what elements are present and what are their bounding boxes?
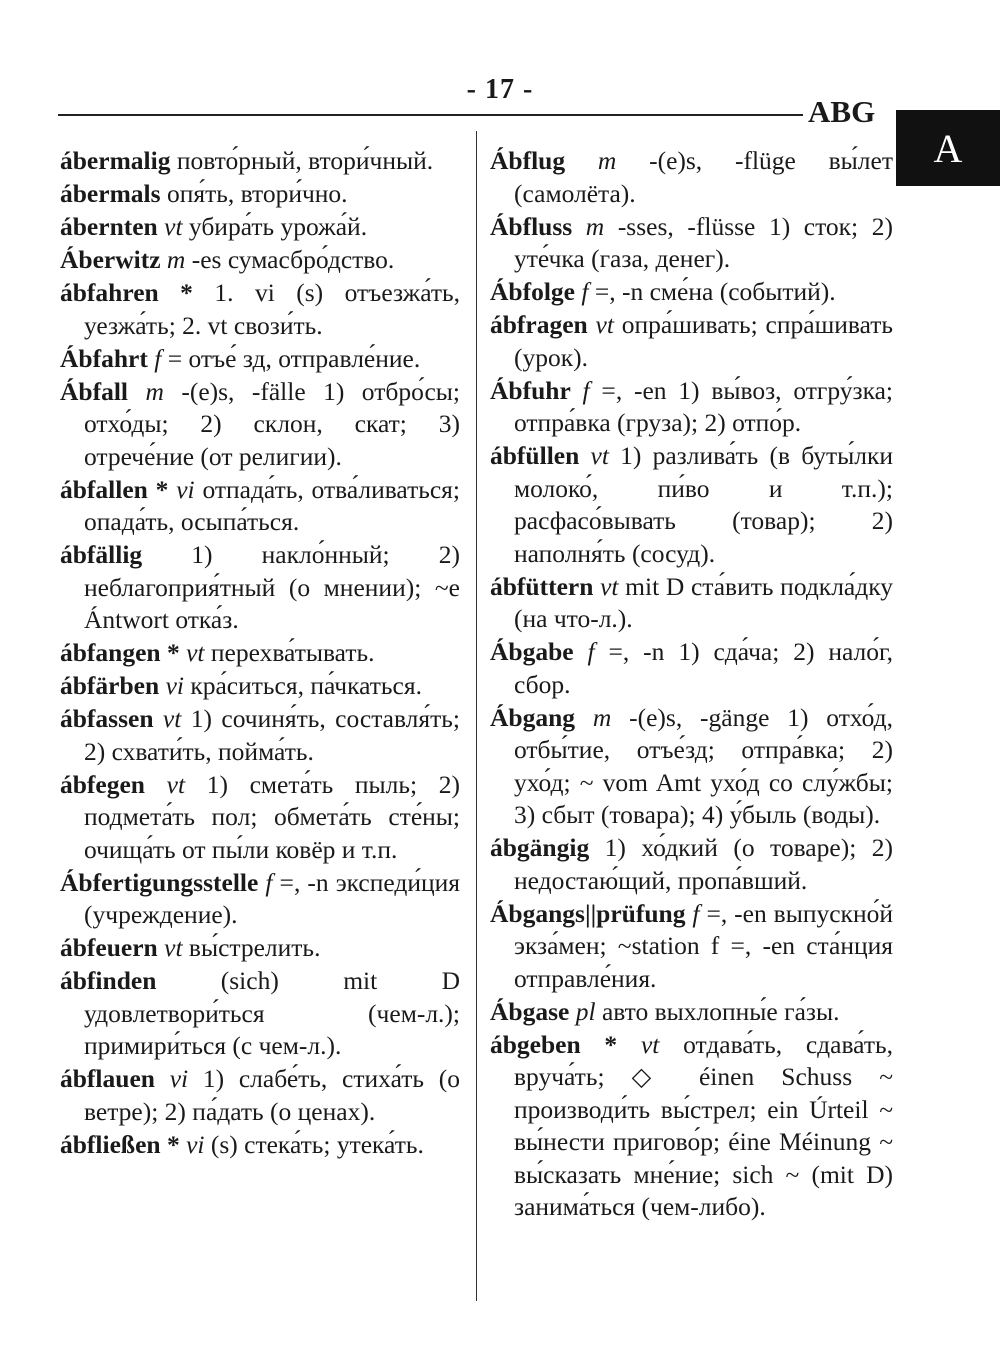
- entry-headword: ábgängig: [490, 833, 590, 862]
- entry-definition: -(e)s, -fälle 1) отбро́сы; отхо́ды; 2) склон, скат; 3) отрече́ние (от религии).: [84, 376, 461, 471]
- entry-headword: ábermalig: [60, 146, 171, 175]
- entry-headword: Áberwitz: [60, 245, 161, 274]
- entry-grammar: vt: [593, 571, 619, 601]
- thumb-index-tab: [896, 110, 1000, 186]
- dictionary-entry: [490, 211, 893, 276]
- dictionary-entry: [490, 145, 893, 210]
- dictionary-entry: [490, 1029, 893, 1224]
- entry-definition: =, -n сме́на (событий).: [588, 277, 836, 306]
- entry-headword: ábfüttern: [490, 571, 594, 601]
- entry-headword: Ábgangs||prüfung: [490, 898, 686, 928]
- entry-definition: = отъе́ зд, отправле́ние.: [161, 343, 421, 373]
- entry-headword: ábfällig: [60, 540, 143, 569]
- entry-definition: mit D ста́вить подкла́дку (на что-л.).: [514, 571, 893, 633]
- entry-grammar: m: [572, 211, 605, 241]
- dictionary-entry: [60, 539, 460, 637]
- dictionary-entry: [490, 276, 893, 309]
- entry-definition: -(e)s, -flüge вы́лет (самолёта).: [514, 146, 893, 208]
- dictionary-entry: [490, 440, 893, 570]
- running-head: ABG: [808, 94, 876, 129]
- entry-headword: ábgeben *: [490, 1029, 618, 1059]
- entry-grammar: vt: [179, 638, 205, 667]
- entry-grammar: m: [160, 245, 186, 274]
- entry-grammar: vt: [579, 441, 609, 470]
- entry-grammar: f: [258, 867, 273, 897]
- entry-headword: Ábflug: [490, 146, 566, 175]
- dictionary-entry: [490, 309, 893, 374]
- entry-grammar: f: [570, 375, 590, 405]
- left-column: [60, 145, 460, 1162]
- dictionary-entry: [60, 1063, 460, 1128]
- thumb-index-letter: A: [933, 125, 963, 171]
- page-number: - 17 -: [466, 74, 534, 105]
- dictionary-entry: [60, 637, 460, 670]
- dictionary-entry: [60, 867, 460, 932]
- entry-headword: ábernten: [60, 212, 158, 241]
- entry-grammar: f: [575, 277, 589, 306]
- entry-grammar: vt: [587, 310, 614, 339]
- entry-headword: ábfangen *: [60, 638, 180, 667]
- entry-grammar: vt: [153, 704, 182, 733]
- entry-grammar: pl: [569, 996, 596, 1026]
- entry-headword: Ábgase: [490, 996, 570, 1026]
- entry-definition: перехва́тывать.: [204, 638, 375, 667]
- entry-headword: Ábfuhr: [490, 375, 571, 405]
- entry-definition: отпада́ть, отва́ливаться; опада́ть, осыпа́ться.: [84, 474, 460, 536]
- entry-definition: опра́шивать; спра́шивать (урок).: [514, 310, 894, 372]
- entry-definition: 1) хо́дкий (о товаре); 2) недостаю́щий, пропа́вший.: [514, 833, 893, 895]
- dictionary-entry: [60, 211, 460, 244]
- entry-headword: ábfassen: [60, 704, 154, 733]
- entry-grammar: vt: [145, 769, 186, 799]
- dictionary-entry: [60, 343, 460, 376]
- entry-headword: ábfinden: [60, 966, 157, 995]
- entry-grammar: vi: [159, 671, 184, 700]
- entry-grammar: vi: [154, 1064, 189, 1093]
- dictionary-entry: [60, 178, 460, 211]
- entry-headword: ábflauen: [60, 1064, 155, 1093]
- entry-grammar: m: [128, 376, 164, 406]
- entry-definition: 1) смета́ть пыль; 2) подмета́ть пол; обмета́ть сте́ны; очища́ть от пы́ли ковёр и т.п.: [84, 769, 460, 864]
- dictionary-entry: [490, 832, 893, 897]
- entry-definition: кра́ситься, па́чкаться.: [183, 671, 422, 700]
- dictionary-entry: [60, 1129, 460, 1162]
- entry-grammar: vi: [179, 1129, 205, 1159]
- dictionary-entry: [490, 702, 893, 832]
- entry-headword: ábfärben: [60, 671, 160, 700]
- entry-definition: =, -n экспеди́ция (учреждение).: [84, 867, 460, 929]
- dictionary-entry: [60, 277, 460, 342]
- entry-definition: опя́ть, втори́чно.: [160, 179, 348, 208]
- entry-definition: 1) слабе́ть, стиха́ть (о ветре); 2) па́дать (о ценах).: [84, 1064, 460, 1126]
- entry-definition: авто выхлопны́е га́зы.: [595, 996, 840, 1026]
- entry-headword: ábfallen *: [60, 474, 169, 504]
- entry-grammar: f: [147, 343, 162, 373]
- entry-definition: отдава́ть, сдава́ть, вруча́ть; ◇ éinen Schuss ~ производи́ть вы́стрел; ein Úrteil ~ вы́нести пригово́р; éine Méinung ~ вы́сказать мне́ние; sich ~ (mit D) занима́ться (чем-либо).: [514, 1029, 893, 1221]
- entry-definition: 1) сочиня́ть, составля́ть; 2) схвати́ть, пойма́ть.: [84, 704, 460, 766]
- dictionary-entry: [490, 898, 893, 996]
- entry-grammar: m: [565, 146, 617, 175]
- entry-grammar: vt: [157, 933, 183, 962]
- entry-headword: Ábgang: [490, 702, 576, 732]
- entry-grammar: f: [685, 898, 700, 928]
- dictionary-entry: [60, 474, 460, 539]
- entry-grammar: vt: [157, 212, 183, 241]
- right-column: [490, 145, 893, 1224]
- dictionary-entry: [60, 703, 460, 768]
- entry-headword: ábfüllen: [490, 441, 580, 470]
- entry-headword: ábfeuern: [60, 933, 158, 962]
- entry-definition: 1. vi (s) отъезжа́ть, уезжа́ть; 2. vt свози́ть.: [84, 278, 460, 340]
- entry-definition: убира́ть урожа́й.: [182, 212, 368, 241]
- entry-headword: ábfragen: [490, 310, 588, 339]
- entry-grammar: f: [573, 637, 595, 666]
- entry-definition: (sich) mit D удовлетвори́ться (чем-л.); примири́ться (с чем-л.).: [84, 966, 460, 1060]
- entry-grammar: m: [575, 702, 612, 732]
- entry-definition: -(e)s, -gänge 1) отхо́д, отбы́тие, отъе́зд; отпра́вка; 2) ухо́д; ~ vom Amt ухо́д со слу́жбы; 3) сбыт (товара); 4) у́быль (воды).: [514, 702, 893, 829]
- dictionary-entry: [60, 932, 460, 965]
- entry-definition: -es сумасбро́дство.: [185, 245, 395, 274]
- dictionary-entry: [60, 670, 460, 703]
- entry-headword: Ábfahrt: [60, 343, 148, 373]
- entry-headword: Ábgabe: [490, 637, 574, 666]
- entry-definition: 1) разлива́ть (в буты́лки молоко́, пи́во и т.п.); расфасо́вывать (товар); 2) наполня́ть (сосуд).: [514, 441, 893, 568]
- entry-definition: повто́рный, втори́чный.: [170, 146, 434, 175]
- entry-headword: ábfegen: [60, 769, 145, 799]
- entry-definition: =, -en 1) вы́воз, отгру́зка; отпра́вка (груза); 2) отпо́р.: [514, 375, 893, 437]
- dictionary-entry: [60, 244, 460, 277]
- dictionary-entry: [60, 769, 460, 867]
- entry-grammar: vt: [617, 1029, 660, 1059]
- dictionary-entry: [490, 375, 893, 440]
- entry-definition: 1) накло́нный; 2) неблагоприя́тный (о мнении); ~e Ántwort отка́з.: [84, 540, 460, 634]
- entry-headword: Ábfertigungsstelle: [60, 867, 259, 897]
- entry-headword: ábermals: [60, 179, 161, 208]
- entry-headword: Ábfolge: [490, 277, 575, 306]
- entry-headword: Ábfall: [60, 376, 129, 406]
- dictionary-entry: [490, 636, 893, 701]
- entry-headword: ábfahren *: [60, 278, 193, 307]
- header-rule: [58, 114, 803, 116]
- entry-headword: Ábfluss: [490, 211, 573, 241]
- entry-headword: ábfließen *: [60, 1129, 180, 1159]
- entry-definition: =, -en выпускно́й экза́мен; ~station f =, -en ста́нция отправле́ния.: [514, 898, 893, 993]
- dictionary-entry: [60, 145, 460, 178]
- entry-grammar: vi: [168, 474, 195, 504]
- entry-definition: -sses, -flüsse 1) сток; 2) уте́чка (газа, денег).: [514, 211, 893, 273]
- dictionary-entry: [490, 571, 893, 636]
- dictionary-entry: [490, 996, 893, 1029]
- dictionary-entry: [60, 965, 460, 1063]
- dictionary-entry: [60, 376, 460, 474]
- entry-definition: вы́стрелить.: [182, 933, 321, 962]
- entry-definition: =, -n 1) сда́ча; 2) нало́г, сбор.: [514, 637, 893, 699]
- entry-definition: (s) стека́ть; утека́ть.: [204, 1129, 424, 1159]
